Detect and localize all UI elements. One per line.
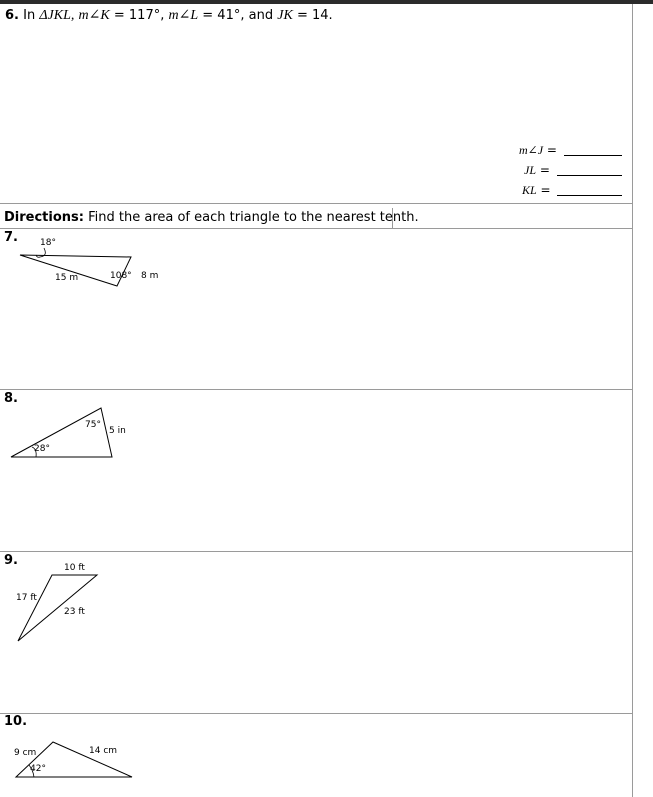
problem-7-number: 7. (4, 230, 18, 245)
triangle-9 (18, 575, 97, 641)
problem-6-and: and (248, 8, 274, 23)
answer-angle-j-label: m∠J (519, 143, 544, 157)
label-8-side-5in: 5 in (109, 426, 126, 436)
problem-6-angle-k-value: = 117°, (113, 8, 165, 23)
triangle-8 (11, 408, 112, 457)
label-10-angle-42: 42° (30, 764, 46, 774)
problem-9-number: 9. (4, 553, 18, 568)
label-7-angle-18: 18° (40, 238, 56, 248)
answer-kl-eq: = (540, 183, 551, 197)
answer-jl-label: JL (524, 163, 536, 177)
answer-kl-label: KL (522, 183, 537, 197)
label-7-side-15m: 15 m (55, 273, 79, 283)
problem-6-angle-k: m∠K (78, 8, 110, 23)
label-7-angle-108: 108° (110, 271, 132, 281)
problem-6-in: In (23, 8, 36, 23)
problem-10-number: 10. (4, 714, 28, 729)
label-8-angle-75: 75° (85, 420, 101, 430)
directions-label: Directions: (4, 210, 84, 225)
directions-text: Find the area of each triangle to the nearest tenth. (88, 210, 419, 225)
problem-6-side-jk: JK (277, 8, 293, 23)
label-10-side-9cm: 9 cm (14, 748, 37, 758)
label-9-side-23ft: 23 ft (64, 607, 85, 617)
label-10-side-14cm: 14 cm (89, 746, 118, 756)
problem-8-number: 8. (4, 391, 18, 406)
label-8-angle-28: 28° (34, 444, 50, 454)
label-9-side-17ft: 17 ft (16, 593, 37, 603)
problem-6-triangle: ΔJKL, (39, 8, 75, 23)
problem-6-angle-l: m∠L (168, 8, 199, 23)
problem-6-number: 6. (5, 8, 19, 23)
label-9-side-10ft: 10 ft (64, 563, 85, 573)
problem-6-side-jk-value: = 14. (296, 8, 333, 23)
answer-angle-j-eq: = (546, 143, 557, 157)
problem-6-angle-l-value: = 41°, (202, 8, 245, 23)
answer-jl-eq: = (539, 163, 550, 177)
label-7-side-8m: 8 m (141, 271, 159, 281)
